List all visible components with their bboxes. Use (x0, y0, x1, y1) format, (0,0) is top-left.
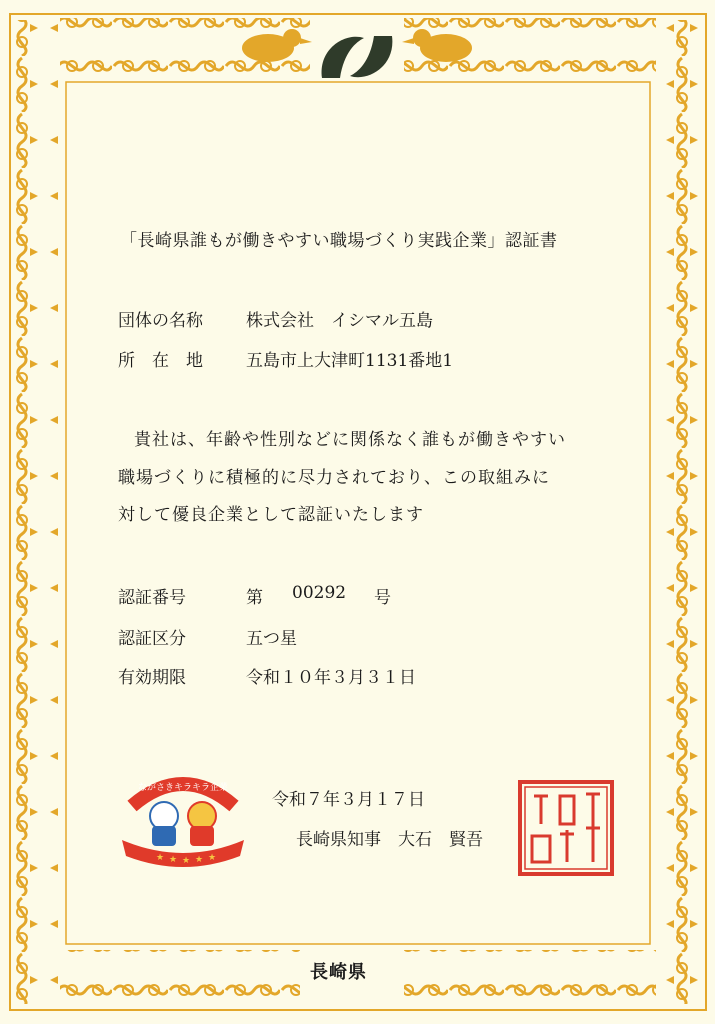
issuer-name: 長崎県知事 大石 賢吾 (296, 830, 483, 850)
badge-star: ★ (156, 853, 165, 863)
body-line-1: 貴社は、年齢や性別などに関係なく誰もが働きやすい (134, 430, 566, 450)
badge-mascot-right (188, 802, 216, 846)
org-name-label: 団体の名称 (118, 311, 203, 331)
address-label: 所 在 地 (118, 351, 203, 371)
official-seal (516, 778, 616, 878)
issue-date: 令和７年３月１７日 (272, 790, 425, 810)
badge-star: ★ (182, 856, 191, 866)
cert-rank-label: 認証区分 (118, 629, 186, 649)
kirakira-badge (118, 770, 248, 870)
org-name-value: 株式会社 イシマル五島 (246, 311, 433, 331)
badge-mascot-left (150, 802, 178, 846)
expiry-value: 令和１０年３月３１日 (246, 668, 416, 688)
badge-banner-text: ながさきキラキラ企業 (137, 783, 229, 793)
body-line-2: 職場づくりに積極的に尽力されており、この取組みに (118, 468, 550, 488)
address-value: 五島市上大津町1131番地1 (246, 351, 454, 371)
badge-star: ★ (208, 853, 217, 863)
cert-rank-value: 五つ星 (246, 629, 297, 649)
badge-star: ★ (169, 855, 178, 865)
footer-prefecture-name: 長崎県 (310, 962, 367, 983)
cert-number-prefix: 第 (246, 588, 263, 608)
certificate-title: 「長崎県誰もが働きやすい職場づくり実践企業」認証書 (120, 231, 558, 251)
expiry-label: 有効期限 (118, 668, 186, 688)
cert-number-suffix: 号 (374, 588, 391, 608)
badge-star: ★ (195, 855, 204, 865)
cert-number-label: 認証番号 (118, 588, 186, 608)
cert-number-value: 00292 (292, 583, 347, 603)
body-line-3: 対して優良企業として認証いたします (118, 505, 424, 525)
prefecture-logo (316, 28, 398, 86)
